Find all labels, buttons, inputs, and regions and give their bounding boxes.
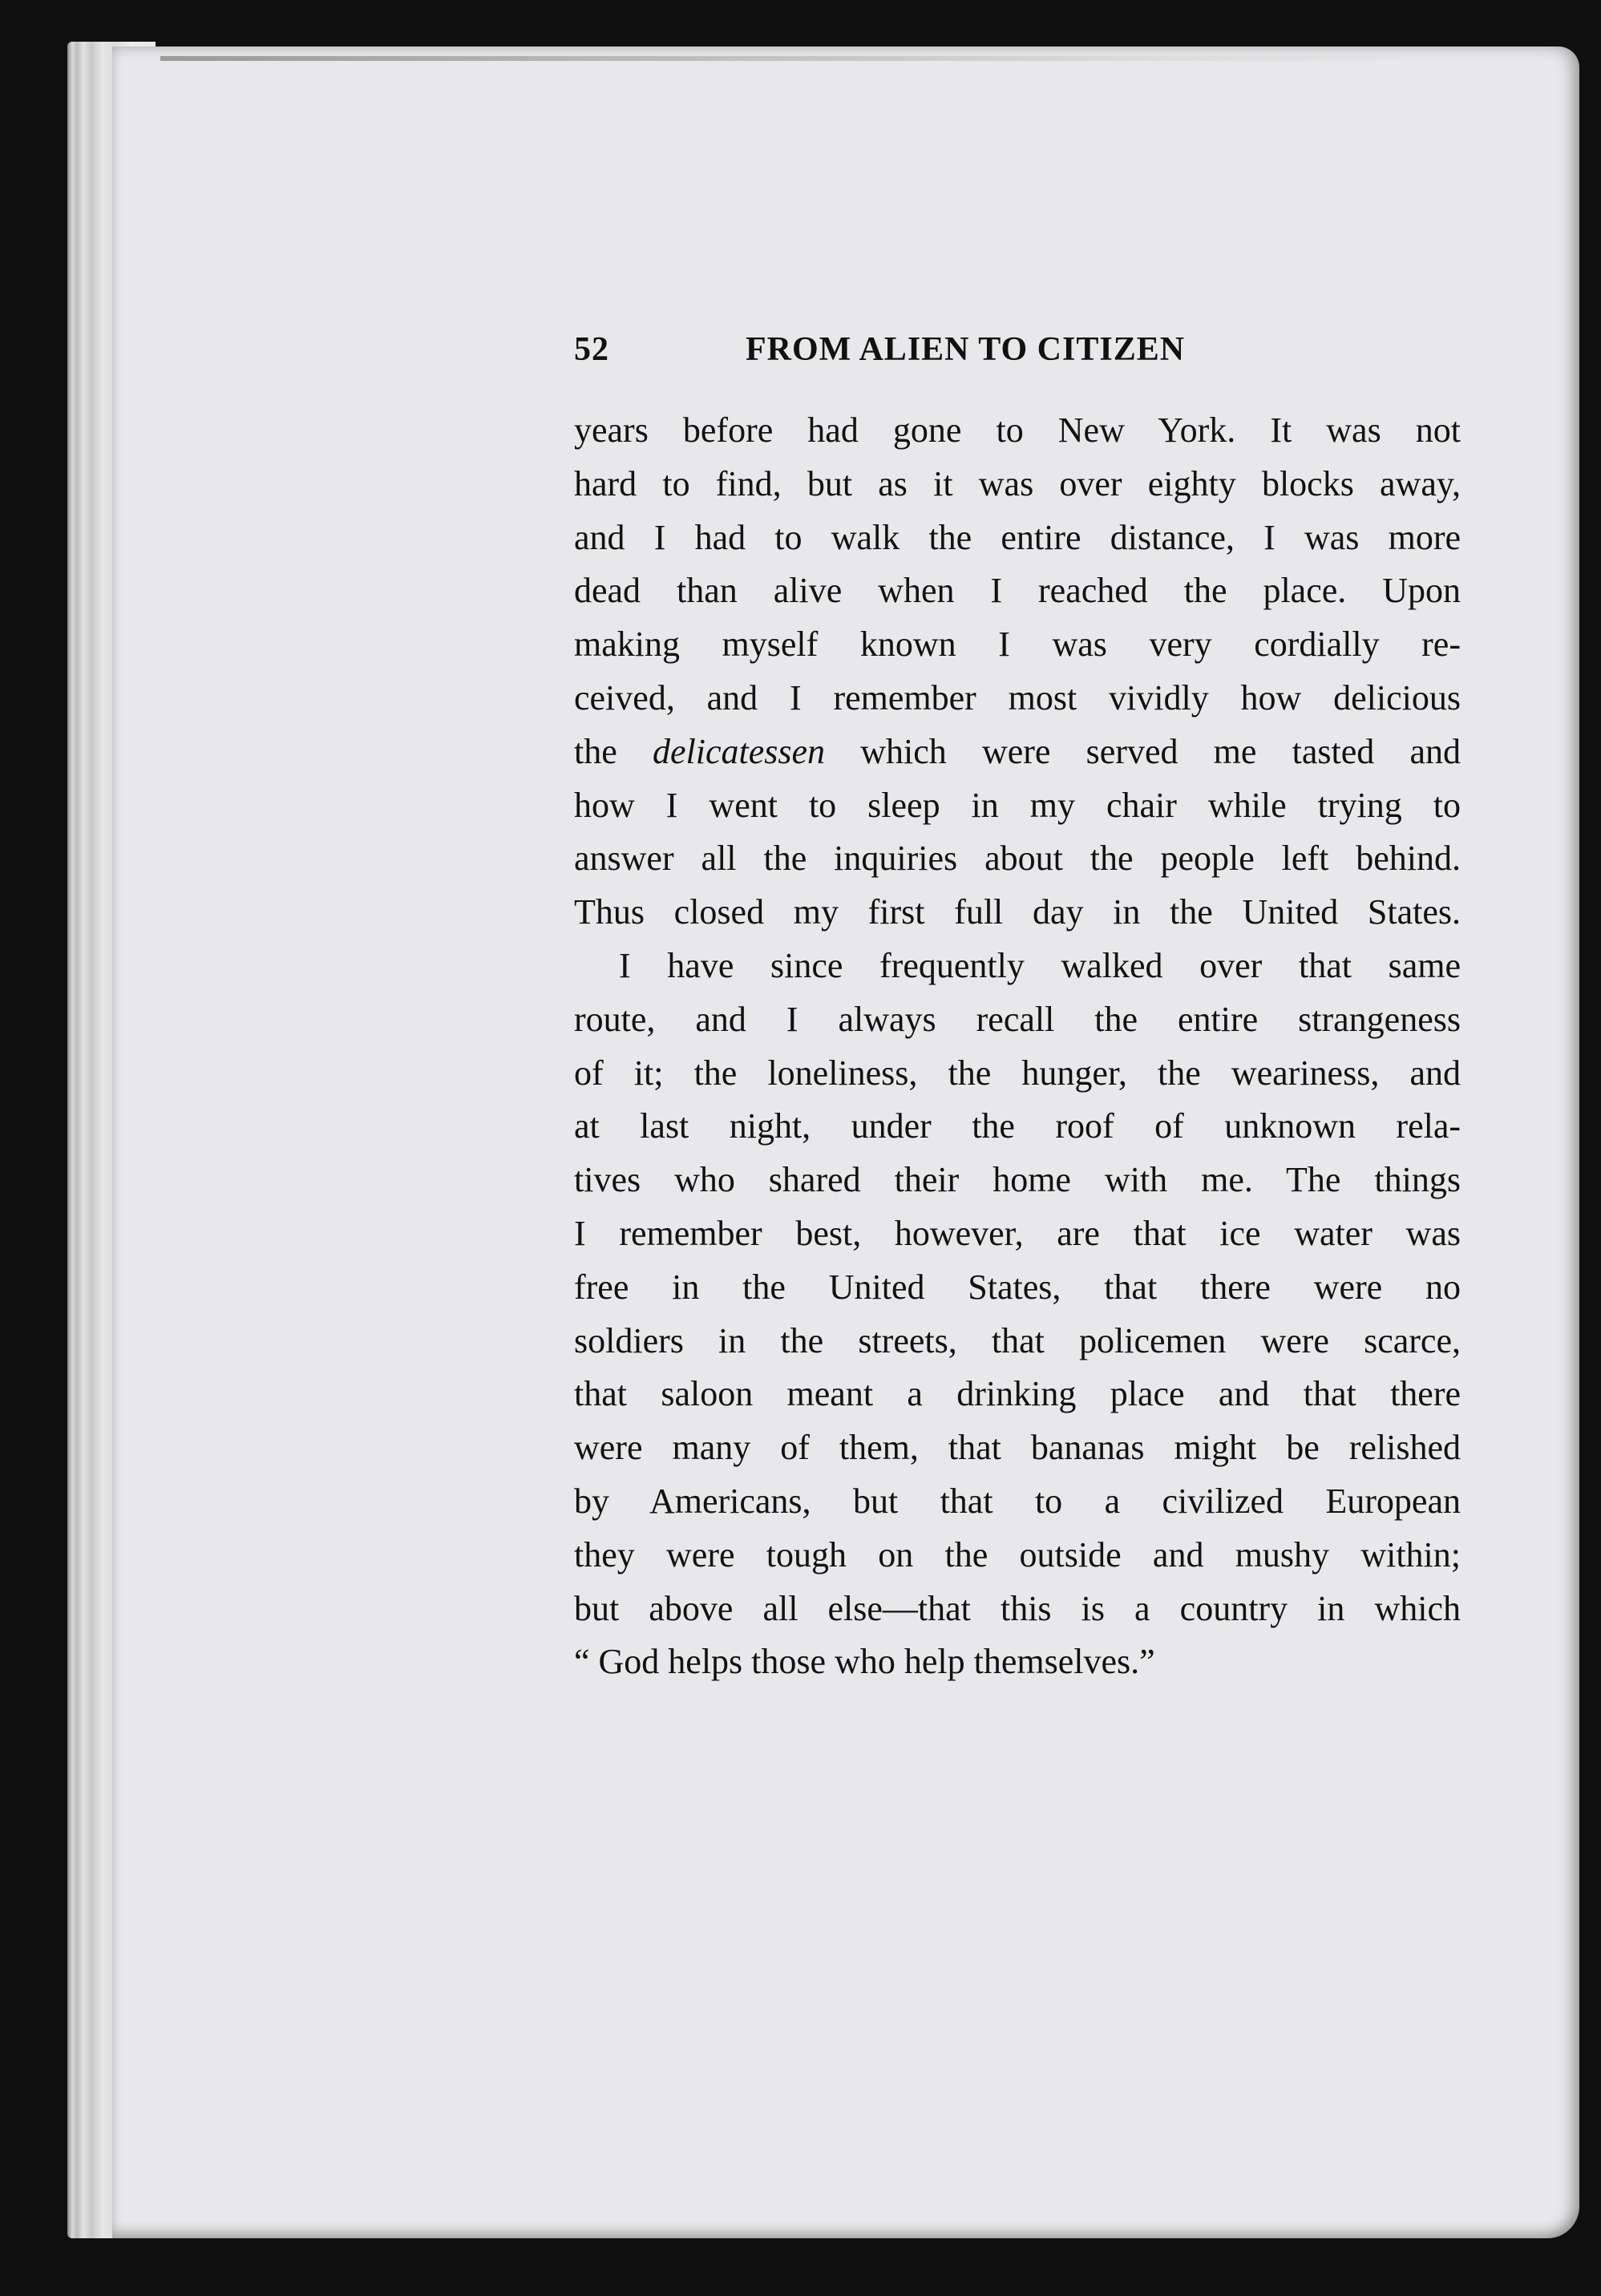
paragraph-1 [574, 404, 1461, 940]
text-line: of it; the loneliness, the hunger, the weariness, and [574, 1053, 1461, 1093]
page-top-edge [160, 56, 1411, 61]
page-number: 52 [574, 331, 609, 368]
text-line: making myself known I was very cordially re- [574, 625, 1461, 665]
page-header [574, 330, 1461, 378]
text-line: and I had to walk the entire distance, I was more [574, 517, 1461, 557]
text-line: free in the United States, that there were no [574, 1267, 1461, 1307]
running-title: FROM ALIEN TO CITIZEN [746, 331, 1186, 368]
text-line: by Americans, but that to a civilized European [574, 1481, 1461, 1521]
text-line: were many of them, that bananas might be relished [574, 1428, 1461, 1468]
text-fragment: the [574, 731, 617, 771]
text-line: but above all else—that this is a country in which [574, 1588, 1461, 1628]
text-line: I have since frequently walked over that same [619, 945, 1461, 985]
text-line: dead than alive when I reached the place. Upon [574, 571, 1461, 611]
text-line: Thus closed my first full day in the United States. [574, 892, 1461, 932]
text-line: route, and I always recall the entire strangeness [574, 999, 1461, 1039]
paragraph-2 [574, 940, 1461, 1689]
text-line: at last night, under the roof of unknown rela- [574, 1106, 1461, 1146]
text-line [574, 726, 1461, 779]
text-line: how I went to sleep in my chair while trying to [574, 785, 1461, 825]
text-line: tives who shared their home with me. The things [574, 1160, 1461, 1200]
text-fragment: which were served me tasted and [860, 731, 1461, 771]
text-line: ceived, and I remember most vividly how delicious [574, 677, 1461, 718]
body-text [574, 404, 1461, 1689]
text-line: that saloon meant a drinking place and that there [574, 1374, 1461, 1414]
text-line: hard to find, but as it was over eighty blocks away, [574, 463, 1461, 503]
text-line: answer all the inquiries about the people left behind. [574, 839, 1461, 879]
text-line: I remember best, however, are that ice water was [574, 1213, 1461, 1253]
text-line: “ God helps those who help themselves.” [574, 1642, 1155, 1682]
text-line: they were tough on the outside and mushy within; [574, 1534, 1461, 1574]
text-line: soldiers in the streets, that policemen were scarce, [574, 1320, 1461, 1360]
italic-word: delicatessen [652, 731, 826, 771]
text-line: years before had gone to New York. It was not [574, 410, 1461, 450]
